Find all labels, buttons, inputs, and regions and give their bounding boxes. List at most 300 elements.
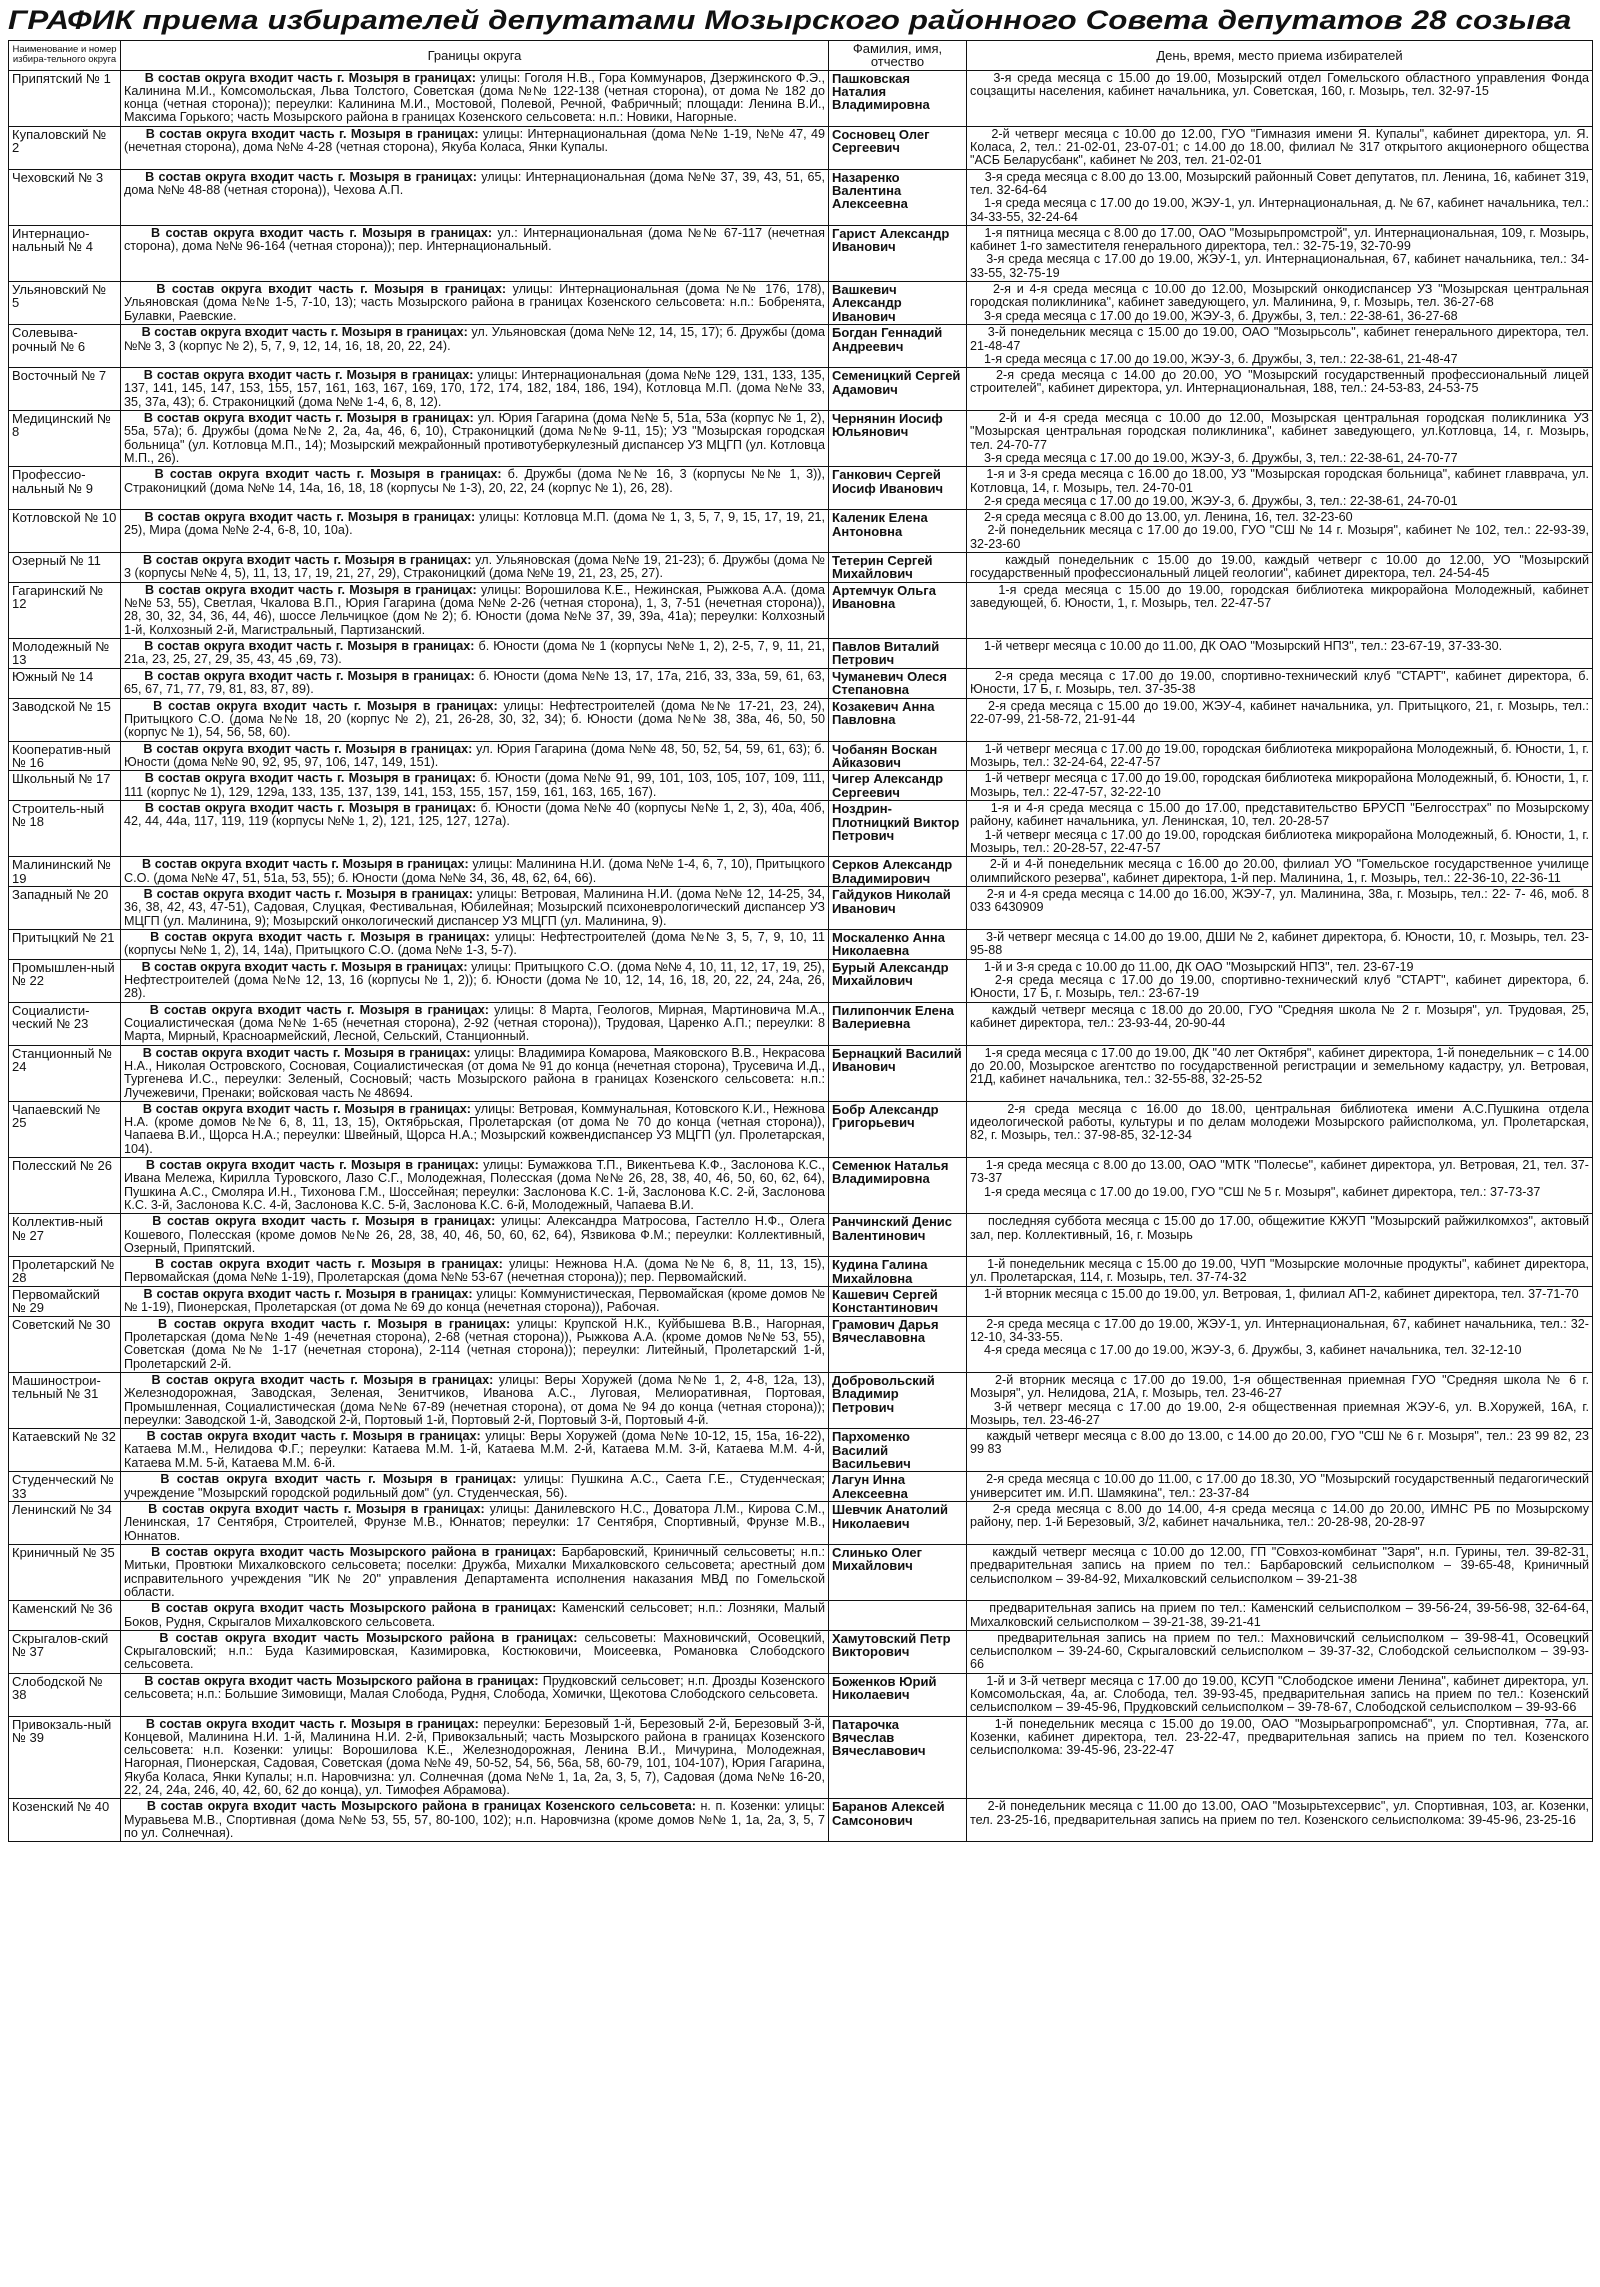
- schedule-line: 1-й четверг месяца с 17.00 до 19.00, городская библиотека микрорайона Молодежный, б. Юности, 1, г. Мозырь, тел.: 22-47-57, 32-22-10: [970, 771, 1589, 799]
- schedule-table: [8, 40, 1593, 1842]
- bounds-intro: В состав округа входит часть г. Мозыря в границах:: [124, 1257, 503, 1272]
- bounds-text: улицы: Нефтестроителей (дома №№ 3, 5, 7, 9, 10, 11 (корпусы №№ 1, 2), 14, 14а), Притыцкого С.О. (дома №№ 1-3, 5-7).: [124, 930, 826, 958]
- table-row: [9, 1002, 1593, 1045]
- schedule-cell: [967, 1257, 1593, 1287]
- district-cell: Пролетарский № 28: [9, 1257, 121, 1287]
- table-row: [9, 668, 1593, 698]
- district-cell: Купаловский № 2: [9, 126, 121, 169]
- bounds-cell: [121, 668, 829, 698]
- district-cell: Медицинский № 8: [9, 411, 121, 467]
- schedule-line: 2-я среда месяца с 15.00 до 19.00, ЖЭУ-4, кабинет начальника, ул. Притыцкого, 21, г. Мозырь, тел.: 22-07-99, 21-58-72, 21-91-44: [970, 698, 1589, 726]
- schedule-line: 2-я среда месяца с 17.00 до 19.00, спортивно-технический клуб "СТАРТ", кабинет директора, б. Юности, 17 Б, г. Мозырь, тел.: 23-67-19: [970, 973, 1589, 1001]
- deputy-name-cell: Патарочка Вячеслав Вячеславович: [829, 1716, 967, 1799]
- bounds-text: улицы: Малинина Н.И. (дома №№ 1-4, 6, 7, 10), Притыцкого С.О. (дома №№ 47, 51, 51а, 53, 55); б. Юности (дома №№ 34, 36, 48, 62, 64, 66).: [124, 857, 826, 885]
- schedule-cell: [967, 1002, 1593, 1045]
- schedule-line: 2-я среда месяца с 10.00 до 11.00, с 17.00 до 18.30, УО "Мозырский государственный педагогический университет им. И.П. Шамякина", тел.: 23-37-84: [970, 1472, 1589, 1500]
- district-cell: Припятский № 1: [9, 70, 121, 126]
- bounds-cell: [121, 1429, 829, 1472]
- table-row: [9, 959, 1593, 1002]
- district-cell: Козенский № 40: [9, 1799, 121, 1842]
- district-cell: Криничный № 35: [9, 1545, 121, 1601]
- bounds-cell: [121, 771, 829, 801]
- schedule-cell: [967, 959, 1593, 1002]
- bounds-intro: В состав округа входит часть г. Мозыря в границах:: [124, 411, 474, 426]
- bounds-text: улицы: Котловца М.П. (дома № 1, 3, 5, 7, 9, 15, 17, 19, 21, 25), Мира (дома №№ 2-4, 6-8, 10, 10а).: [124, 510, 825, 538]
- schedule-cell: [967, 225, 1593, 281]
- schedule-line: последняя суббота месяца с 15.00 до 17.00, общежитие КЖУП "Мозырский райжилкомхоз", актовый зал, пер. Коллективный, 16, г. Мозырь: [970, 1214, 1589, 1242]
- bounds-text: Барбаровский, Криничный сельсоветы; н.п.: Митьки, Провтюки Михалковского сельсовета; поселки: Дружба, Михалки Михалковского сельсовета; арестный дом исправительного учреждения "ИК № 20" управления Департамента исполнения наказания МВД по Гомельской области.: [124, 1545, 825, 1599]
- bounds-text: улицы: Веры Хоружей (дома №№ 1, 2, 4-8, 12а, 13), Железнодорожная, Заводская, Зеленая, Зенитчиков, Иванова А.С., Луговая, Мелиоративная, Портовая, Промышленная, Социалистическая (дома №№ 67-89 (нечетная сторона), от дома № 94 до конца (четная сторона)); переулки: Заводской 1-й, Заводской 2-й, Портовый 1-й, Портовый 2-й, Портовый 3-й, Портовый 4-й.: [124, 1372, 825, 1427]
- bounds-cell: [121, 1214, 829, 1257]
- schedule-cell: [967, 698, 1593, 741]
- bounds-cell: [121, 510, 829, 553]
- district-cell: Озерный № 11: [9, 553, 121, 583]
- deputy-name-cell: Ноздрин-Плотницкий Виктор Петрович: [829, 801, 967, 857]
- bounds-cell: [121, 169, 829, 225]
- deputy-name-cell: Пашковская Наталия Владимировна: [829, 70, 967, 126]
- deputy-name-cell: Серков Александр Владимирович: [829, 857, 967, 887]
- deputy-name-cell: Кашевич Сергей Константинович: [829, 1286, 967, 1316]
- deputy-name-cell: Семенюк Наталья Владимировна: [829, 1158, 967, 1214]
- bounds-cell: [121, 1799, 829, 1842]
- schedule-cell: [967, 169, 1593, 225]
- deputy-name-cell: Лагун Инна Алексеевна: [829, 1472, 967, 1502]
- table-row: [9, 1630, 1593, 1673]
- district-cell: Скрыгалов-ский № 37: [9, 1630, 121, 1673]
- schedule-line: 1-й и 3-й четверг месяца с 17.00 до 19.00, КСУП "Слободское имени Ленина", кабинет директора, ул. Комсомольская, 4а, аг. Слобода, тел. 39-93-45, предварительная запись на прием по тел.: Козенский сельисполком – 39-45-96, Прудковский сельисполком – 39-78-67, Слободской сельисполком – 39-93-66: [970, 1673, 1589, 1715]
- deputy-name-cell: Баранов Алексей Самсонович: [829, 1799, 967, 1842]
- bounds-intro: В состав округа входит часть г. Мозыря в границах:: [124, 1429, 481, 1444]
- deputy-name-cell: Ганкович Сергей Иосиф Иванович: [829, 467, 967, 510]
- bounds-cell: [121, 1472, 829, 1502]
- district-cell: Котловской № 10: [9, 510, 121, 553]
- bounds-cell: [121, 1716, 829, 1799]
- district-cell: Кооператив-ный № 16: [9, 741, 121, 771]
- schedule-line: 3-я среда месяца с 8.00 до 13.00, Мозырский районный Совет депутатов, пл. Ленина, 16, кабинет 319, тел. 32-64-64: [970, 169, 1589, 197]
- deputy-name-cell: Грамович Дарья Вячеславовна: [829, 1316, 967, 1372]
- table-row: [9, 510, 1593, 553]
- bounds-cell: [121, 887, 829, 930]
- schedule-cell: [967, 1045, 1593, 1101]
- district-cell: Молодежный № 13: [9, 639, 121, 669]
- schedule-cell: [967, 1286, 1593, 1316]
- table-row: [9, 1502, 1593, 1545]
- bounds-intro: В состав округа входит часть г. Мозыря в границах:: [124, 225, 493, 240]
- schedule-line: 1-я пятница месяца с 8.00 до 17.00, ОАО "Мозырьпромстрой", ул. Интернациональная, 109, г. Мозырь, кабинет 1-го заместителя генерального директора, тел.: 32-75-19, 32-70-99: [970, 225, 1589, 254]
- schedule-cell: [967, 1716, 1593, 1799]
- bounds-text: улицы: Данилевского Н.С., Доватора Л.М., Кирова С.М., Ленинская, 17 Сентября, Строителей, Фрунзе М.В., Юннатов; переулки: 17 Сентября, Спортивный, Фрунзе М.В., Юннатов.: [124, 1502, 825, 1543]
- bounds-cell: [121, 70, 829, 126]
- schedule-line: 2-я и 4-я среда месяца с 10.00 до 12.00, Мозырский онкодиспансер УЗ "Мозырская центральная городская поликлиника", кабинет заведующего, ул. Малинина, 9, г. Мозырь, тел. 36-27-68: [970, 282, 1589, 310]
- table-row: [9, 887, 1593, 930]
- deputy-name-cell: Бурый Александр Михайлович: [829, 959, 967, 1002]
- district-cell: Чеховский № 3: [9, 169, 121, 225]
- bounds-intro: В состав округа входит часть Мозырского района в границах:: [124, 1601, 557, 1616]
- district-cell: Ульяновский № 5: [9, 282, 121, 325]
- table-row: [9, 698, 1593, 741]
- deputy-name-cell: Ранчинский Денис Валентинович: [829, 1214, 967, 1257]
- table-row: [9, 1673, 1593, 1716]
- bounds-cell: [121, 225, 829, 281]
- district-cell: Станционный № 24: [9, 1045, 121, 1101]
- page-title: ГРАФИК приема избирателей депутатами Мозырского районного Совета депутатов 28 созыва: [8, 5, 1572, 35]
- schedule-line: 1-я среда месяца с 17.00 до 19.00, ЖЭУ-1, ул. Интернациональная, д. № 67, кабинет начальника, тел.: 34-33-55, 32-24-64: [970, 196, 1589, 224]
- bounds-text: б. Юности (дома №№ 91, 99, 101, 103, 105, 107, 109, 111, 111 (корпус № 1), 129, 129а, 133, 135, 137, 139, 141, 153, 155, 157, 159, 161, 163, 165, 167).: [124, 771, 825, 799]
- table-row: [9, 1472, 1593, 1502]
- deputy-name-cell: Добровольский Владимир Петрович: [829, 1372, 967, 1428]
- bounds-text: улицы: Притыцкого С.О. (дома №№ 4, 10, 11, 12, 17, 19, 25), Нефтестроителей (дома №№ 12, 13, 16 (корпусы № 1, 2)); б. Юности (дома № 10, 12, 14, 16, 18, 20, 22, 24, 24а, 26, 28).: [124, 959, 825, 1001]
- deputy-name-cell: Чернянин Иосиф Юльянович: [829, 411, 967, 467]
- bounds-intro: В состав округа входит часть г. Мозыря в границах:: [124, 169, 477, 184]
- page: [8, 0, 1592, 1842]
- deputy-name-cell: Москаленко Анна Николаевна: [829, 930, 967, 960]
- district-cell: Каменский № 36: [9, 1601, 121, 1631]
- table-row: [9, 1429, 1593, 1472]
- table-row: [9, 1214, 1593, 1257]
- schedule-line: 1-я среда месяца с 15.00 до 19.00, городская библиотека микрорайона Молодежный, кабинет заведующей, б. Юности, 1, г. Мозырь, тел. 22-47-57: [970, 582, 1589, 611]
- bounds-intro: В состав округа входит часть г. Мозыря в границах:: [124, 930, 490, 945]
- schedule-cell: [967, 887, 1593, 930]
- deputy-name-cell: Тетерин Сергей Михайлович: [829, 553, 967, 583]
- header-bounds: Границы округа: [121, 41, 829, 71]
- deputy-name-cell: Павлов Виталий Петрович: [829, 639, 967, 669]
- district-cell: Професcио-нальный № 9: [9, 467, 121, 510]
- district-cell: Машинострои-тельный № 31: [9, 1372, 121, 1428]
- district-cell: Солевыва-рочный № 6: [9, 325, 121, 368]
- district-cell: Полесский № 26: [9, 1158, 121, 1214]
- bounds-intro: В состав округа входит часть г. Мозыря в границах:: [124, 1002, 489, 1017]
- table-row: [9, 582, 1593, 638]
- schedule-line: 2-й вторник месяца с 17.00 до 19.00, 1-я общественная приемная ГУО "Средняя школа № 6 г. Мозыря", ул. Нелидова, 21А, г. Мозырь, тел. 23-46-27: [970, 1372, 1589, 1401]
- schedule-line: 2-й и 4-я среда месяца с 10.00 до 12.00, Мозырская центральная городская поликлиника УЗ "Мозырская центральная городская поликлиника", кабинет заведующего, ул.Котловца, 14, г. Мозырь, тел. 24-70-77: [970, 411, 1589, 452]
- schedule-line: 1-й четверг месяца с 17.00 до 19.00, городская библиотека микрорайона Молодежный, б. Юности, 1, г. Мозырь, тел.: 32-24-64, 22-47-57: [970, 741, 1589, 769]
- deputy-name-cell: Бернацкий Василий Иванович: [829, 1045, 967, 1101]
- schedule-cell: [967, 801, 1593, 857]
- table-row: [9, 70, 1593, 126]
- bounds-text: улицы: Нефтестроителей (дома №№ 17-21, 23, 24), Притыцкого С.О. (дома №№ 18, 20 (корпус № 2), 21, 26-28, 30, 32, 34); б. Юности (дома №№ 38, 38а, 46, 50, 50 (корпус № 1), 54, 56, 58, 60).: [124, 698, 825, 740]
- schedule-line: 1-й и 3-я среда с 10.00 до 11.00, ДК ОАО "Мозырский НПЗ", тел. 23-67-19: [970, 959, 1414, 974]
- bounds-text: улицы: Ворошилова К.Е., Нежинская, Рыжкова А.А. (дома №№ 53, 55), Светлая, Чкалова В.П., Юрия Гагарина (дома №№ 2-26 (четная сторона), 1, 3, 7-51 (нечетная сторона)), 28, 30, 32, 34, 36, 44, 46), шоссе Лельчицкое (дом № 2); б. Юности (дома №№ 37, 39, 39а, 41а); переулки: Колхозный 1-й, Колхозный 2-й, Магистральный, Партизанский.: [124, 582, 826, 637]
- schedule-cell: [967, 1214, 1593, 1257]
- table-row: [9, 741, 1593, 771]
- district-cell: Катаевский № 32: [9, 1429, 121, 1472]
- schedule-cell: [967, 1158, 1593, 1214]
- bounds-intro: В состав округа входит часть г. Мозыря в границах:: [124, 1158, 479, 1173]
- schedule-cell: [967, 510, 1593, 553]
- bounds-text: улицы: Владимира Комарова, Маяковского В.В., Некрасова Н.А., Николая Островского, Сосновая, Социалистическая (от дома № 91 до конца (нечетная сторона), Трусевича И.Д., Тургенева И.С., переулки: Зеленый, Сосновый; часть Мозырского района в границах Козенского сельсовета: н.п.: Лучежевичи, Пренаки; войсковая часть № 48694.: [124, 1045, 826, 1100]
- schedule-line: каждый понедельник с 15.00 до 19.00, каждый четверг с 10.00 до 12.00, УО "Мозырский государственный профессиональный лицей геологии", кабинет директора, тел. 24-54-45: [970, 553, 1589, 581]
- district-cell: Первомайский № 29: [9, 1286, 121, 1316]
- schedule-line: каждый четверг месяца с 8.00 до 13.00, с 14.00 до 20.00, ГУО "СШ № 6 г. Мозыря", тел.: 23 99 82, 23 99 83: [970, 1429, 1589, 1457]
- table-row: [9, 282, 1593, 325]
- bounds-cell: [121, 1002, 829, 1045]
- schedule-cell: [967, 639, 1593, 669]
- schedule-cell: [967, 1630, 1593, 1673]
- schedule-cell: [967, 1472, 1593, 1502]
- bounds-cell: [121, 1316, 829, 1372]
- bounds-cell: [121, 1257, 829, 1287]
- table-body: [9, 70, 1593, 1842]
- table-row: [9, 1545, 1593, 1601]
- table-row: [9, 1716, 1593, 1799]
- bounds-text: улицы: Коммунистическая, Первомайская (кроме домов №№ 1-19), Пионерская, Пролетарская (от дома № 69 до конца (нечетная сторона)), Рабочая.: [124, 1286, 826, 1315]
- schedule-line: 3-й четверг месяца с 14.00 до 19.00, ДШИ № 2, кабинет директора, б. Юности, 10, г. Мозырь, тел. 23-95-88: [970, 930, 1589, 958]
- schedule-line: 1-й вторник месяца с 15.00 до 19.00, ул. Ветровая, 1, филиал АП-2, кабинет директора, тел. 37-71-70: [970, 1286, 1579, 1301]
- schedule-line: 1-й понедельник месяца с 15.00 до 19.00, ЧУП "Мозырские молочные продукты", кабинет директора, ул. Пролетарская, 114, г. Мозырь, тел. 37-74-32: [970, 1257, 1589, 1285]
- bounds-text: улицы: Александра Матросова, Гастелло Н.Ф., Олега Кошевого, Полесская (кроме домов №№ 26, 28, 38, 40, 46, 50, 60, 62, 64), Язвикова Ф.М.; переулки: Коллективный, Озерный, Припятский.: [124, 1214, 825, 1255]
- district-cell: Западный № 20: [9, 887, 121, 930]
- bounds-text: ул. Юрия Гагарина (дома №№ 48, 50, 52, 54, 59, 61, 63); б. Юности (дома №№ 90, 92, 95, 97, 106, 147, 149, 151).: [124, 741, 825, 769]
- bounds-text: улицы: Пушкина А.С., Саета Г.Е., Студенческая; учреждение "Мозырский городской родильный дом" (ул. Студенческая, 56).: [124, 1472, 826, 1500]
- bounds-intro: В состав округа входит часть Мозырского района в границах:: [124, 1545, 557, 1560]
- schedule-cell: [967, 1502, 1593, 1545]
- schedule-line: 1-й четверг месяца с 10.00 до 11.00, ДК ОАО "Мозырский НПЗ", тел.: 23-67-19, 37-33-30.: [970, 639, 1503, 654]
- table-row: [9, 1316, 1593, 1372]
- bounds-cell: [121, 325, 829, 368]
- bounds-intro: В состав округа входит часть г. Мозыря в границах:: [124, 959, 468, 974]
- schedule-line: 3-й понедельник месяца с 15.00 до 19.00, ОАО "Мозырьсоль", кабинет генерального директора, тел. 21-48-47: [970, 325, 1589, 353]
- table-row: [9, 1101, 1593, 1157]
- schedule-cell: [967, 1673, 1593, 1716]
- bounds-text: ул.: Интернациональная (дома №№ 67-117 (нечетная сторона), дома №№ 96-164 (четная сторона)); пер. Интернациональный.: [124, 225, 825, 254]
- bounds-cell: [121, 126, 829, 169]
- schedule-cell: [967, 282, 1593, 325]
- header-person: Фамилия, имя, отчество: [829, 41, 967, 71]
- schedule-line: предварительная запись на прием по тел.: Каменский сельисполком – 39-56-24, 39-56-98, 32-64-64, Михалковский сельисполком – 39-21-38, 39-21-41: [970, 1601, 1589, 1629]
- schedule-cell: [967, 771, 1593, 801]
- table-row: [9, 467, 1593, 510]
- bounds-text: улицы: Веры Хоружей (дома №№ 10-12, 15, 15а, 16-22), Катаева М.М., Нелидова Ф.Г.; переулки: Катаева М.М. 1-й, Катаева М.М. 2-й, Катаева М.М. 3-й, Катаева М.М. 4-й, Катаева М.М. 5-й, Катаева М.М. 6-й.: [124, 1429, 825, 1470]
- table-row: [9, 1286, 1593, 1316]
- schedule-line: 2-я среда месяца с 17.00 до 19.00, ЖЭУ-3, б. Дружбы, 3, тел.: 22-38-61, 24-70-01: [970, 493, 1458, 508]
- bounds-text: б. Дружбы (дома №№ 16, 3 (корпусы №№ 1, 3)), Страконицкий (дома №№ 14, 14а, 16, 18, 18 (корпусы № 1-3), 20, 22, 24 (корпус № 1), 26, 28).: [124, 467, 825, 495]
- schedule-line: предварительная запись на прием по тел.: Махновичский сельисполком – 39-98-41, Осовецкий сельисполком – 39-24-60, Скрыгаловский сельисполком – 39-37-32, Слободской сельисполком – 39-93-66: [970, 1630, 1589, 1672]
- schedule-cell: [967, 1372, 1593, 1428]
- header-district: Наименование и номер избира-тельного округа: [9, 41, 121, 71]
- schedule-line: 2-я среда месяца с 16.00 до 18.00, центральная библиотека имени А.С.Пушкина отдела идеологической работы, культуры и по делам молодежи Мозырского райисполкома, ул. Пролетарская, 82, г. Мозырь, тел.: 37-98-85, 32-12-34: [970, 1101, 1589, 1143]
- bounds-intro: В состав округа входит часть г. Мозыря в границах:: [124, 698, 498, 713]
- schedule-cell: [967, 126, 1593, 169]
- deputy-name-cell: Чуманевич Олеся Степановна: [829, 668, 967, 698]
- deputy-name-cell: Козакевич Анна Павловна: [829, 698, 967, 741]
- schedule-cell: [967, 411, 1593, 467]
- bounds-text: улицы: 8 Марта, Геологов, Мирная, Мартиновича М.А., Социалистическая (дома №№ 1-65 (нечетная сторона), 2-92 (четная сторона)), Трудовая, Царенко А.П.; переулки: 8 Марта, Мирный, Красноармейский, Лесной, Сельский, Станционный.: [124, 1002, 825, 1044]
- bounds-cell: [121, 368, 829, 411]
- schedule-line: 2-я среда месяца с 14.00 до 20.00, УО "Мозырский государственный профессиональный лицей строителей", кабинет директора, ул. Интернациональная, 188, тел.: 24-53-83, 24-53-75: [970, 368, 1589, 396]
- schedule-line: 3-я среда месяца с 17.00 до 19.00, ЖЭУ-1, ул. Интернациональная, 67, кабинет начальника, тел.: 34-33-55, 32-75-19: [970, 252, 1589, 280]
- bounds-intro: В состав округа входит часть г. Мозыря в границах:: [124, 1214, 496, 1229]
- bounds-cell: [121, 1286, 829, 1316]
- table-row: [9, 126, 1593, 169]
- bounds-cell: [121, 282, 829, 325]
- bounds-intro: В состав округа входит часть Мозырского района в границах:: [124, 1630, 578, 1645]
- table-row: [9, 325, 1593, 368]
- district-cell: Социалисти-ческий № 23: [9, 1002, 121, 1045]
- district-cell: Интернацио-нальный № 4: [9, 225, 121, 281]
- schedule-cell: [967, 1799, 1593, 1842]
- schedule-cell: [967, 368, 1593, 411]
- bounds-cell: [121, 857, 829, 887]
- bounds-cell: [121, 1101, 829, 1157]
- deputy-name-cell: Гарист Александр Иванович: [829, 225, 967, 281]
- deputy-name-cell: Кудина Галина Михайловна: [829, 1257, 967, 1287]
- bounds-intro: В состав округа входит часть г. Мозыря в границах:: [124, 553, 472, 568]
- bounds-intro: В состав округа входит часть г. Мозыря в границах:: [124, 639, 475, 654]
- schedule-cell: [967, 668, 1593, 698]
- bounds-text: улицы: Крупской Н.К., Куйбышева В.В., Нагорная, Пролетарская (дома №№ 1-49 (нечетная сторона), 2-68 (четная сторона)), Рыжкова А.А. (кроме домов №№ 53, 55), Советская (дома №№ 1-17 (нечетная сторона), 2-114 (четная сторона)); переулки: Литейный, Пролетарский 1-й, Пролетарский 2-й.: [124, 1316, 825, 1371]
- bounds-intro: В состав округа входит часть г. Мозыря в границах:: [124, 282, 507, 297]
- schedule-cell: [967, 1601, 1593, 1631]
- schedule-cell: [967, 553, 1593, 583]
- schedule-line: каждый четверг месяца с 10.00 до 12.00, ГП "Совхоз-комбинат "Заря", н.п. Гурины, тел. 39-82-31, предварительная запись на прием по тел.: Барбаровский сельисполком – 39-65-48, Криничный сельисполком – 39-84-92, Михалковский сельисполком – 39-21-38: [970, 1545, 1589, 1586]
- bounds-text: сельсоветы: Махновичский, Осовецкий, Скрыгаловский; н.п.: Буда Казимировская, Казимировка, Костюковичи, Моисеевка, Романовка Слободского сельсовета.: [124, 1630, 825, 1672]
- bounds-text: улицы: Интернациональная (дома №№ 1-19, №№ 47, 49 (нечетная сторона), дома №№ 4-28 (четная сторона), Якуба Коласа, Янки Купалы.: [124, 126, 825, 155]
- bounds-intro: В состав округа входит часть г. Мозыря в границах:: [124, 1316, 511, 1331]
- district-cell: Привокзаль-ный № 39: [9, 1716, 121, 1799]
- schedule-line: 3-й четверг месяца с 17.00 до 19.00, 2-я общественная приемная ЖЭУ-6, ул. В.Хоружей, 16А, г. Мозырь, тел. 23-46-27: [970, 1399, 1589, 1427]
- table-row: [9, 930, 1593, 960]
- bounds-cell: [121, 411, 829, 467]
- deputy-name-cell: [829, 1601, 967, 1631]
- bounds-cell: [121, 1673, 829, 1716]
- table-row: [9, 169, 1593, 225]
- schedule-line: 2-я среда месяца с 17.00 до 19.00, спортивно-технический клуб "СТАРТ", кабинет директора, б. Юности, 17 Б, г. Мозырь, тел. 37-35-38: [970, 668, 1589, 697]
- table-row: [9, 857, 1593, 887]
- table-row: [9, 1372, 1593, 1428]
- bounds-text: Каменский сельсовет; н.п.: Лозняки, Малый Боков, Рудня, Скрыгалов Михалковского сельсовета.: [124, 1601, 825, 1629]
- district-cell: Слободской № 38: [9, 1673, 121, 1716]
- table-row: [9, 225, 1593, 281]
- table-row: [9, 1045, 1593, 1101]
- schedule-line: 1-я и 3-я среда месяца с 16.00 до 18.00, УЗ "Мозырская городская больница", кабинет главврача, ул. Котловца, 14, г. Мозырь, тел. 24-70-01: [970, 467, 1589, 495]
- district-cell: Коллектив-ный № 27: [9, 1214, 121, 1257]
- deputy-name-cell: Слинько Олег Михайлович: [829, 1545, 967, 1601]
- bounds-intro: В состав округа входит часть г. Мозыря в границах:: [124, 467, 502, 482]
- district-cell: Притыцкий № 21: [9, 930, 121, 960]
- bounds-cell: [121, 1158, 829, 1214]
- schedule-cell: [967, 857, 1593, 887]
- district-cell: Южный № 14: [9, 668, 121, 698]
- table-row: [9, 368, 1593, 411]
- bounds-intro: В состав округа входит часть г. Мозыря в границах:: [124, 510, 476, 525]
- table-row: [9, 1601, 1593, 1631]
- schedule-line: 3-я среда месяца с 17.00 до 19.00, ЖЭУ-3, б. Дружбы, 3, тел.: 22-38-61, 24-70-77: [970, 450, 1458, 465]
- bounds-intro: В состав округа входит часть г. Мозыря в границах:: [124, 857, 469, 872]
- schedule-line: 3-я среда месяца с 15.00 до 19.00, Мозырский отдел Гомельского областного управления Фонда соцзащиты населения, кабинет начальника, ул. Советская, 160, г. Мозырь, тел. 32-97-15: [970, 70, 1589, 98]
- schedule-cell: [967, 930, 1593, 960]
- bounds-cell: [121, 959, 829, 1002]
- schedule-line: 4-я среда месяца с 17.00 до 19.00, ЖЭУ-3, б. Дружбы, 3, кабинет начальника, тел. 32-12-10: [970, 1343, 1522, 1358]
- schedule-line: 1-й понедельник месяца с 15.00 до 19.00, ОАО "Мозырьагропромснаб", ул. Спортивная, 77а, аг. Козенки, кабинет директора, тел. 23-22-47, предварительная запись на прием по тел. Козенского сельисполкома: 39-45-96, 23-22-47: [970, 1716, 1589, 1758]
- bounds-cell: [121, 930, 829, 960]
- bounds-text: улицы: Бумажкова Т.П., Викентьева К.Ф., Заслонова К.С., Ивана Мележа, Кирилла Туровского, Лазо С.Г., Молодежная, Полесская (дома №№ 26, 28, 38, 40, 46, 50, 60, 62, 64), Пушкина А.С., Смоляра И.Н., Тихонова Г.М., Шоссейная; переулки: Заслонова К.С. 1-й, Заслонова К.С. 2-й, Заслонова К.С. 3-й, Заслонова К.С. 4-й, Заслонова К.С. 5-й, Заслонова К.С. 6-й, Молодежный, Чапаева В.И.: [124, 1158, 825, 1212]
- deputy-name-cell: Пилипончик Елена Валериевна: [829, 1002, 967, 1045]
- deputy-name-cell: Богдан Геннадий Андреевич: [829, 325, 967, 368]
- district-cell: Гагаринский № 12: [9, 582, 121, 638]
- bounds-text: б. Юности (дома № 1 (корпусы №№ 1, 2), 2-5, 7, 9, 11, 21, 21а, 23, 25, 27, 29, 35, 43, 45 ,69, 73).: [124, 639, 825, 667]
- deputy-name-cell: Пархоменко Василий Васильевич: [829, 1429, 967, 1472]
- district-cell: Школьный № 17: [9, 771, 121, 801]
- deputy-name-cell: Чигер Александр Сергеевич: [829, 771, 967, 801]
- deputy-name-cell: Каленик Елена Антоновна: [829, 510, 967, 553]
- schedule-line: 2-я среда месяца с 8.00 до 14.00, 4-я среда месяца с 14.00 до 20.00, ИМНС РБ по Мозырскому району, пер. 1-й Березовый, 3/2, кабинет начальника, тел.: 20-28-98, 20-28-97: [970, 1502, 1589, 1530]
- bounds-cell: [121, 698, 829, 741]
- bounds-intro: В состав округа входит часть г. Мозыря в границах:: [124, 1045, 471, 1060]
- bounds-cell: [121, 741, 829, 771]
- bounds-intro: В состав округа входит часть г. Мозыря в границах:: [124, 1101, 471, 1116]
- header-schedule: День, время, место приема избирателей: [967, 41, 1593, 71]
- schedule-line: 2-й четверг месяца с 10.00 до 12.00, ГУО "Гимназия имени Я. Купалы", кабинет директора, ул. Я. Коласа, 2, тел.: 21-02-01, 23-07-01; с 14.00 до 18.00, филиал № 317 открытого акционерного общества "АСБ Беларусбанк", кабинет № 203, тел. 21-02-01: [970, 126, 1589, 168]
- bounds-intro: В состав округа входит часть г. Мозыря в границах:: [124, 887, 473, 902]
- deputy-name-cell: Чобанян Воскан Айказович: [829, 741, 967, 771]
- bounds-text: б. Юности (дома №№ 13, 17, 17а, 21б, 33, 33а, 59, 61, 63, 65, 67, 71, 77, 79, 81, 83, 87, 89).: [124, 668, 825, 697]
- schedule-cell: [967, 1545, 1593, 1601]
- district-cell: Малининский № 19: [9, 857, 121, 887]
- deputy-name-cell: Семеницкий Сергей Адамович: [829, 368, 967, 411]
- table-row: [9, 1799, 1593, 1842]
- schedule-line: каждый четверг месяца с 18.00 до 20.00, ГУО "Средняя школа № 2 г. Мозыря", ул. Трудовая, 25, кабинет директора, тел.: 23-93-44, 20-90-44: [970, 1002, 1589, 1031]
- bounds-intro: В состав округа входит часть г. Мозыря в границах:: [124, 1286, 473, 1301]
- bounds-cell: [121, 1630, 829, 1673]
- bounds-text: н. п. Козенки: улицы: Муравьева М.В., Спортивная (дома №№ 53, 55, 57, 80-100, 102); н.п. Наровчизна (кроме домов №№ 1, 1а, 2а, 3, 5, 7 по ул. Солнечная).: [124, 1799, 825, 1840]
- deputy-name-cell: Назаренко Валентина Алексеевна: [829, 169, 967, 225]
- district-cell: Студенческий № 33: [9, 1472, 121, 1502]
- bounds-cell: [121, 801, 829, 857]
- bounds-intro: В состав округа входит часть г. Мозыря в границах:: [124, 1472, 517, 1487]
- deputy-name-cell: Вашкевич Александр Иванович: [829, 282, 967, 325]
- schedule-cell: [967, 325, 1593, 368]
- schedule-line: 1-я среда месяца с 17.00 до 19.00, ЖЭУ-3, б. Дружбы, 3, тел.: 22-38-61, 21-48-47: [970, 351, 1458, 366]
- bounds-text: улицы: Интернациональная (дома №№ 176, 178), Ульяновская (дома №№ 1-5, 7-10, 13); часть Мозырского района в границах Козенского сельсовета: н.п.: Бобренята, Булавки, Раевские.: [124, 282, 825, 323]
- schedule-line: 2-я среда месяца с 17.00 до 19.00, ЖЭУ-1, ул. Интернациональная, 67, кабинет начальника, тел.: 32-12-10, 34-33-55.: [970, 1316, 1589, 1345]
- bounds-text: б. Юности (дома №№ 40 (корпусы №№ 1, 2, 3), 40а, 40б, 42, 44, 44а, 117, 119, 119 (корпусы №№ 1, 2), 121, 125, 127, 127а).: [124, 801, 825, 829]
- bounds-cell: [121, 639, 829, 669]
- deputy-name-cell: Хамутовский Петр Викторович: [829, 1630, 967, 1673]
- table-row: [9, 801, 1593, 857]
- district-cell: Чапаевский № 25: [9, 1101, 121, 1157]
- bounds-intro: В состав округа входит часть г. Мозыря в границах:: [124, 668, 475, 683]
- bounds-intro: В состав округа входит часть г. Мозыря в границах:: [124, 801, 477, 816]
- bounds-intro: В состав округа входит часть г. Мозыря в границах:: [124, 70, 476, 85]
- bounds-cell: [121, 553, 829, 583]
- bounds-cell: [121, 1502, 829, 1545]
- schedule-cell: [967, 70, 1593, 126]
- table-row: [9, 553, 1593, 583]
- bounds-intro: В состав округа входит часть г. Мозыря в границах:: [124, 1716, 479, 1731]
- bounds-text: улицы: Ветровая, Малинина Н.И. (дома №№ 12, 14-25, 34, 36, 38, 42, 43, 47-51), Садовая, Слуцкая, Фестивальная, Юбилейная; Мозырский психоневрологический диспансер УЗ МЦГП (ул. Малинина, 9); Мозырский онкологический диспансер УЗ МЦГП (ул. Малинина, 9).: [124, 887, 826, 928]
- bounds-intro: В состав округа входит часть г. Мозыря в границах:: [124, 771, 476, 786]
- schedule-line: 2-я среда месяца с 8.00 до 13.00, ул. Ленина, 16, тел. 32-23-60: [970, 510, 1353, 525]
- bounds-text: улицы: Гоголя Н.В., Гора Коммунаров, Дзержинского Ф.Э., Калинина М.И., Комсомольская, Льва Толстого, Советская (дома №№ 122-138 (четная сторона), от дома № 182 до конца (четная сторона)); переулки: Калинина М.И., Мостовой, Полевой, Речной, Фабричный; площади: Ленина В.И., Максима Горького; часть Мозырского района в границах Козенского сельсовета: н.п.: Новики, Нагорные.: [124, 70, 826, 125]
- schedule-line: 2-й и 4-й понедельник месяца с 16.00 до 20.00, филиал УО "Гомельское государственное училище олимпийского резерва", кабинет директора, 1-й пер. Малинина, 1, г. Мозырь, тел.: 22-36-10, 22-36-11: [970, 857, 1589, 885]
- bounds-cell: [121, 467, 829, 510]
- schedule-line: 1-я среда месяца с 17.00 до 19.00, ДК "40 лет Октября", кабинет директора, 1-й понедельник – с 14.00 до 20.00, Мозырское агентство по государственной регистрации и земельному кадастру, ул. Ветровая, 21Д, кабинет начальника, тел.: 32-55-88, 32-25-52: [970, 1045, 1589, 1087]
- bounds-cell: [121, 1601, 829, 1631]
- table-row: [9, 411, 1593, 467]
- bounds-intro: В состав округа входит часть г. Мозыря в границах:: [124, 368, 474, 383]
- bounds-intro: В состав округа входит часть г. Мозыря в границах:: [124, 741, 473, 756]
- deputy-name-cell: Сосновец Олег Сергеевич: [829, 126, 967, 169]
- bounds-text: ул. Ульяновская (дома №№ 19, 21-23); б. Дружбы (дома № 3 (корпусы №№ 4, 5), 11, 13, 17, 19, 21, 27, 29), Страконицкий (дома №№ 19, 21, 23, 25, 27).: [124, 553, 826, 581]
- schedule-line: 3-я среда месяца с 17.00 до 19.00, ЖЭУ-3, б. Дружбы, 3, тел.: 22-38-61, 36-27-68: [970, 308, 1458, 323]
- schedule-cell: [967, 467, 1593, 510]
- table-row: [9, 1158, 1593, 1214]
- table-row: [9, 639, 1593, 669]
- deputy-name-cell: Боженков Юрий Николаевич: [829, 1673, 967, 1716]
- table-header-row: [9, 41, 1593, 71]
- schedule-cell: [967, 1316, 1593, 1372]
- deputy-name-cell: Артемчук Ольга Ивановна: [829, 582, 967, 638]
